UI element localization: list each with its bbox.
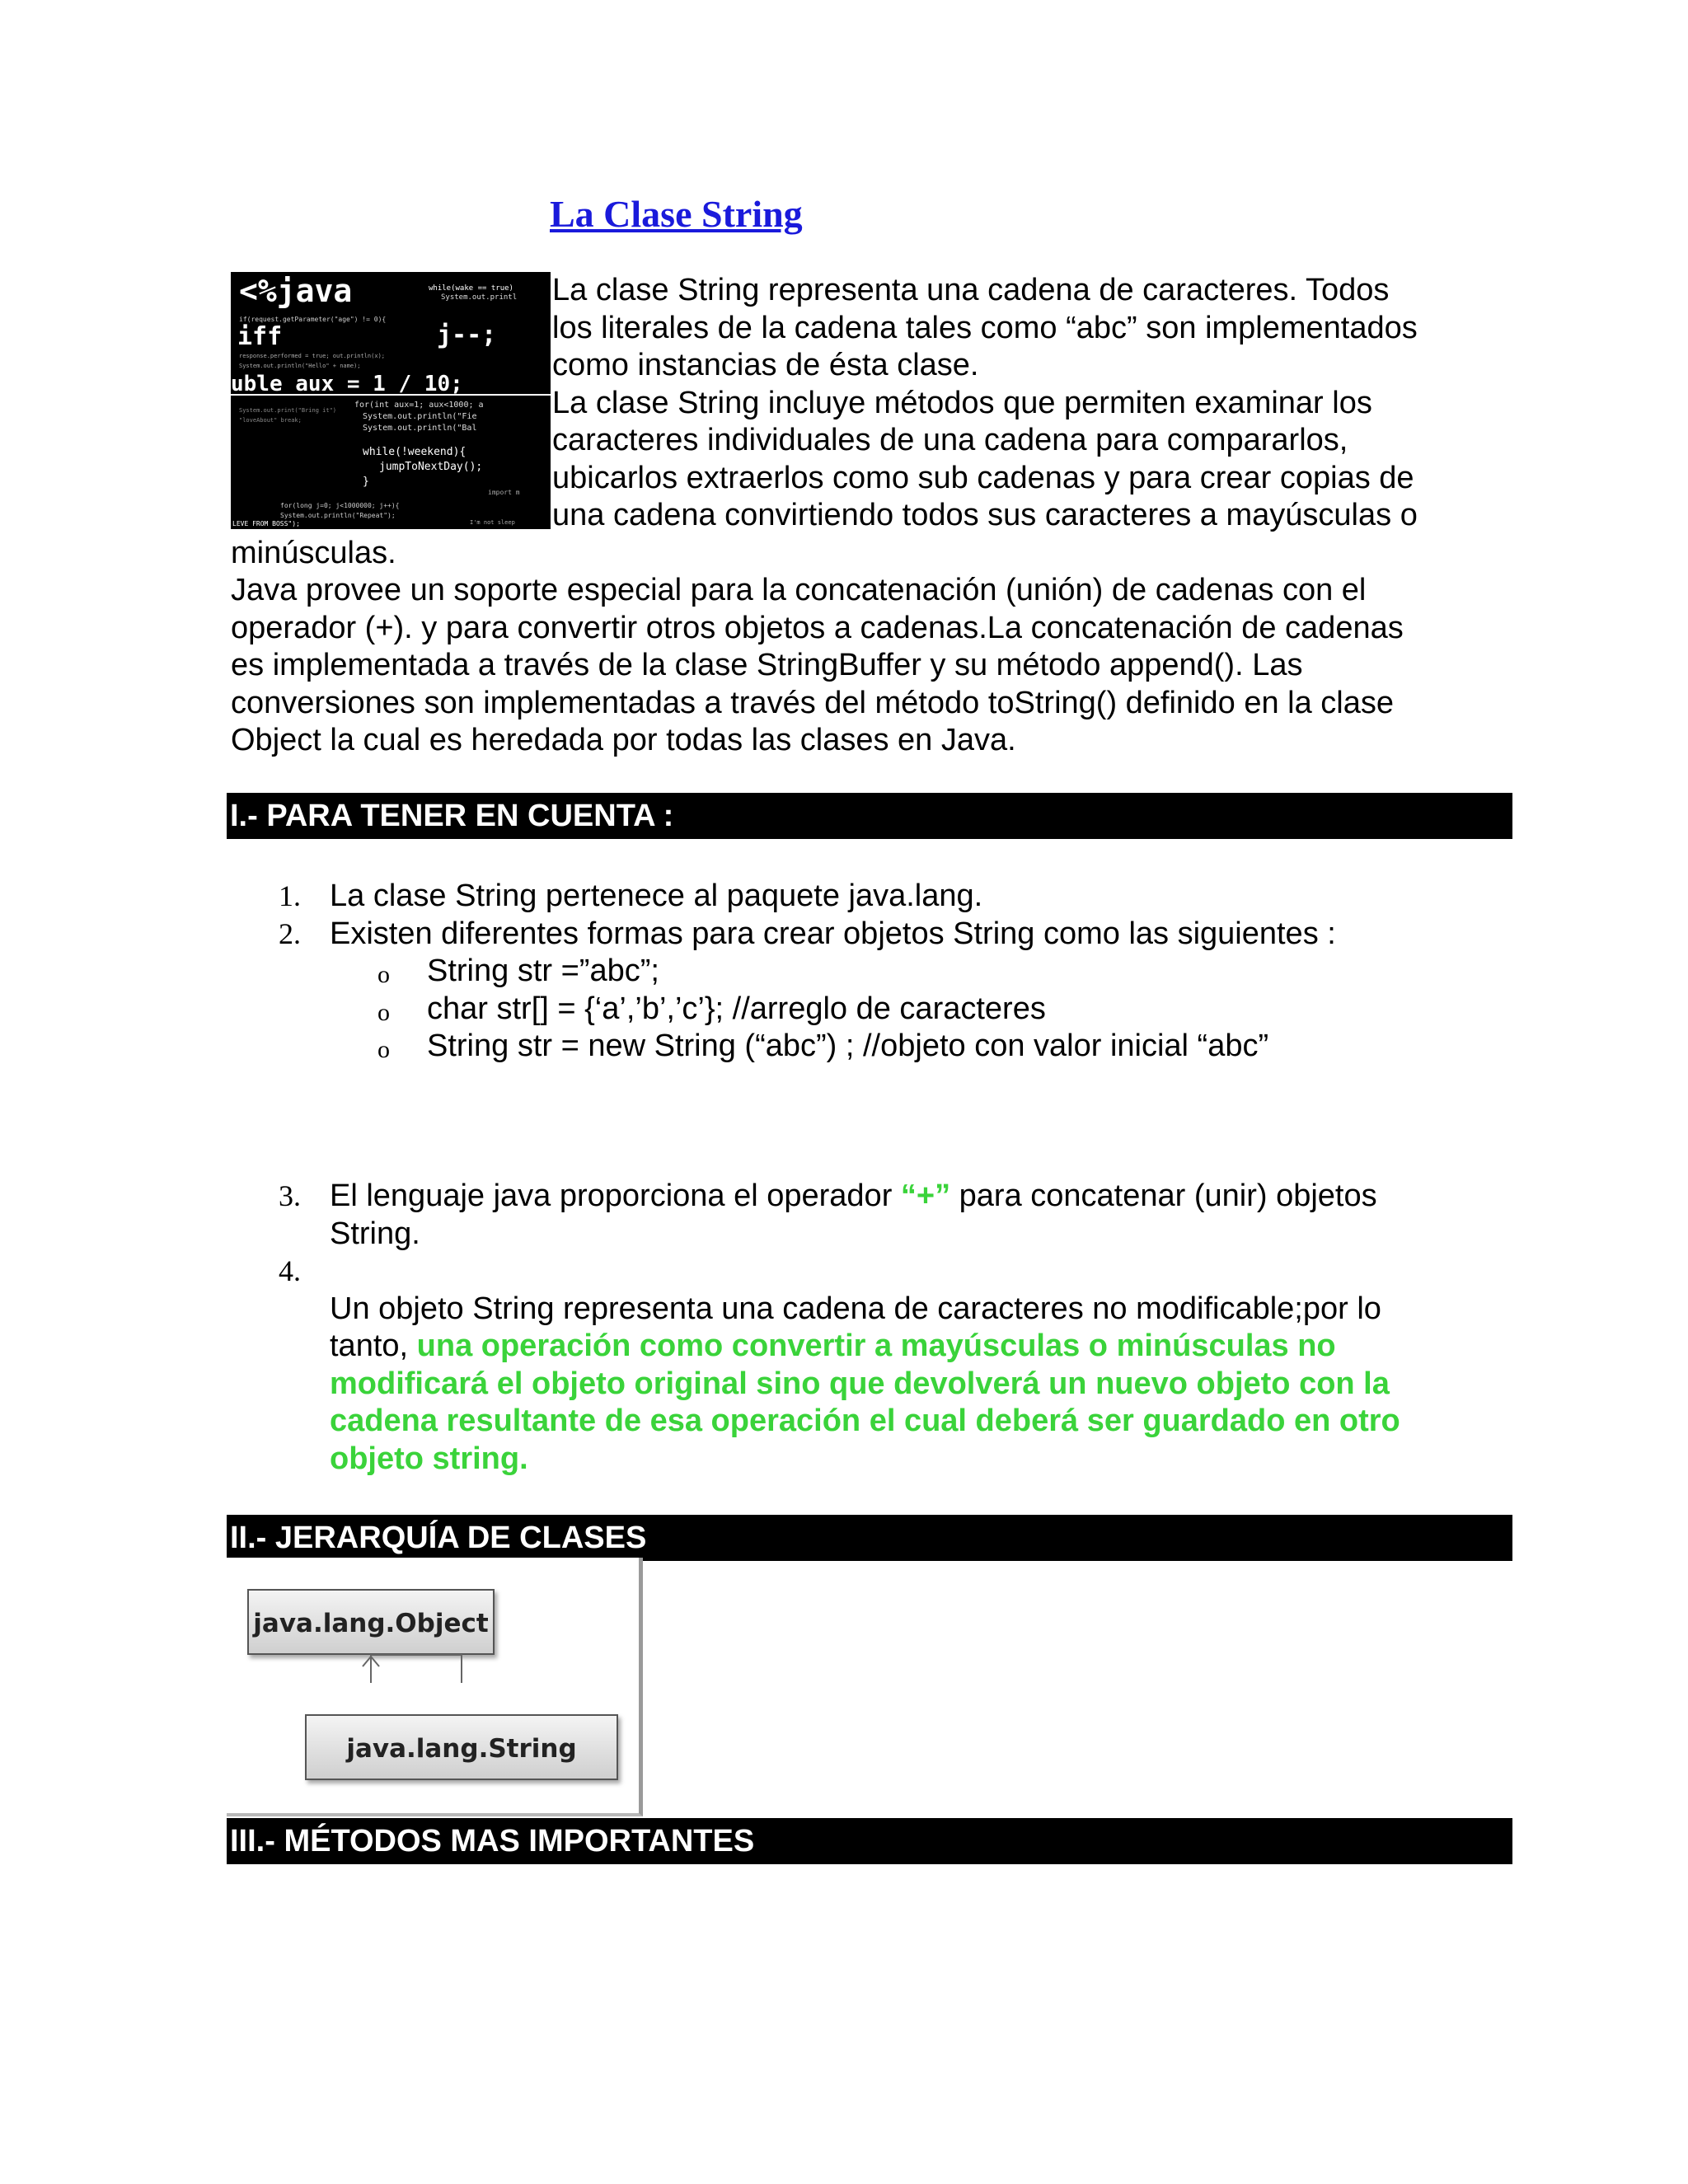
svg-text:System.out.println("Fie: System.out.println("Fie (363, 412, 477, 421)
section-heading-2: II.- JERARQUÍA DE CLASES (227, 1515, 1512, 1561)
svg-text:<%java: <%java (239, 273, 353, 309)
list-item-body (231, 1291, 1467, 1479)
list-item-text: Un objeto String representa una cadena de caracteres no modificable;por lo tanto, (330, 1291, 1381, 1363)
page-title: La Clase String (550, 193, 803, 235)
list-item-text: para concatenar (unir) objetos String. (330, 1179, 1377, 1251)
sub-item-text: String str = new String (“abc”) ; //objeto con valor inicial “abc” (427, 1029, 1269, 1063)
list-item (231, 1253, 1467, 1291)
svg-text:for(int aux=1; aux<1000; a: for(int aux=1; aux<1000; a (354, 401, 484, 410)
svg-text:LEVE FROM BOSS");: LEVE FROM BOSS"); (232, 520, 300, 527)
intro-paragraph-2: La clase String incluye métodos que permiten examinar los caracteres individuales de una cadena para compararlos, ubicarlos extraerlos como sub cadenas y para crear copias de una cadena convirtiendo todos sus caracteres a mayúsculas o minúsculas. (231, 385, 1418, 570)
class-hierarchy-diagram (227, 1558, 643, 1816)
notes-list-continued (231, 1178, 1467, 1478)
svg-text:while(wake == true): while(wake == true) (429, 284, 513, 293)
svg-text:System.out.println("Bal: System.out.println("Bal (363, 424, 477, 433)
list-item (231, 878, 1467, 916)
list-item (231, 1178, 1467, 1253)
java-code-image (231, 272, 551, 529)
svg-text:I'm not sleep: I'm not sleep (470, 519, 515, 526)
class-box-object: java.lang.Object (247, 1589, 495, 1655)
sub-item-text: char str[] = {‘a’,’b’,’c’}; //arreglo de caracteres (427, 991, 1046, 1026)
intro-paragraph-3: Java provee un soporte especial para la concatenación (unión) de cadenas con el operador (+). y para convertir otros objetos a cadenas.La concatenación de cadenas es implementada a través de la clase StringBuffer y su método append(). Las conversiones son implementadas a través del método toString() definido en la clase Object la cual es heredada por todas las clases en Java. (231, 573, 1404, 757)
intro-paragraph-1: La clase String representa una cadena de caracteres. Todos los literales de la cadena tales como “abc” son implementados como instancias de ésta clase. (552, 273, 1418, 382)
svg-text:System.out.println("Hello" + n: System.out.println("Hello" + name); (239, 363, 361, 369)
list-item-text: La clase String pertenece al paquete java.lang. (330, 879, 983, 913)
svg-text:for(long j=0; j<1000000; j++){: for(long j=0; j<1000000; j++){ (280, 502, 400, 509)
svg-text:response.performed = true; out: response.performed = true; out.println(x); (239, 353, 386, 359)
svg-text:while(!weekend){: while(!weekend){ (363, 446, 467, 458)
svg-text:if(request.getParameter("age"): if(request.getParameter("age") != 0){ (239, 316, 387, 323)
sub-list-item (231, 953, 1467, 991)
sub-list-item (231, 1028, 1467, 1066)
svg-text:System.out.printl: System.out.printl (441, 293, 518, 302)
list-number: 2. (279, 916, 301, 950)
section-heading-1: I.- PARA TENER EN CUENTA : (227, 793, 1512, 839)
list-number: 4. (279, 1254, 301, 1287)
svg-text:uble aux = 1 / 10;: uble aux = 1 / 10; (231, 372, 463, 396)
plus-operator: “+” (900, 1179, 951, 1213)
class-box-string: java.lang.String (305, 1714, 618, 1780)
svg-text:import m: import m (488, 489, 520, 496)
svg-text:System.out.print("Bring it"): System.out.print("Bring it") (239, 407, 337, 414)
svg-text:iff: iff (237, 322, 283, 351)
bullet-icon: o (377, 1036, 390, 1063)
list-number: 3. (279, 1179, 301, 1212)
list-number: 1. (279, 879, 301, 912)
svg-text:"loveAbout" break;: "loveAbout" break; (239, 417, 302, 424)
bullet-icon: o (377, 961, 390, 988)
bullet-icon: o (377, 998, 390, 1026)
list-item-text: Existen diferentes formas para crear objetos String como las siguientes : (330, 916, 1336, 951)
section-heading-3: III.- MÉTODOS MAS IMPORTANTES (227, 1818, 1512, 1864)
notes-list (231, 878, 1467, 1066)
svg-text:}: } (363, 476, 369, 488)
svg-text:jumpToNextDay();: jumpToNextDay(); (379, 461, 483, 473)
highlighted-text: una operación como convertir a mayúsculas o minúsculas no modificará el objeto original sino que devolverá un nuevo objeto con la cadena resultante de esa operación el cual deberá ser guardado en otro objeto string. (330, 1329, 1400, 1476)
list-item (231, 916, 1467, 954)
list-item-text: El lenguaje java proporciona el operador (330, 1179, 901, 1213)
sub-item-text: String str =”abc”; (427, 954, 659, 988)
svg-text:System.out.println("Repeat");: System.out.println("Repeat"); (280, 512, 396, 519)
sub-list-item (231, 991, 1467, 1029)
intro-text (231, 272, 1434, 760)
svg-text:j--;: j--; (437, 321, 497, 349)
